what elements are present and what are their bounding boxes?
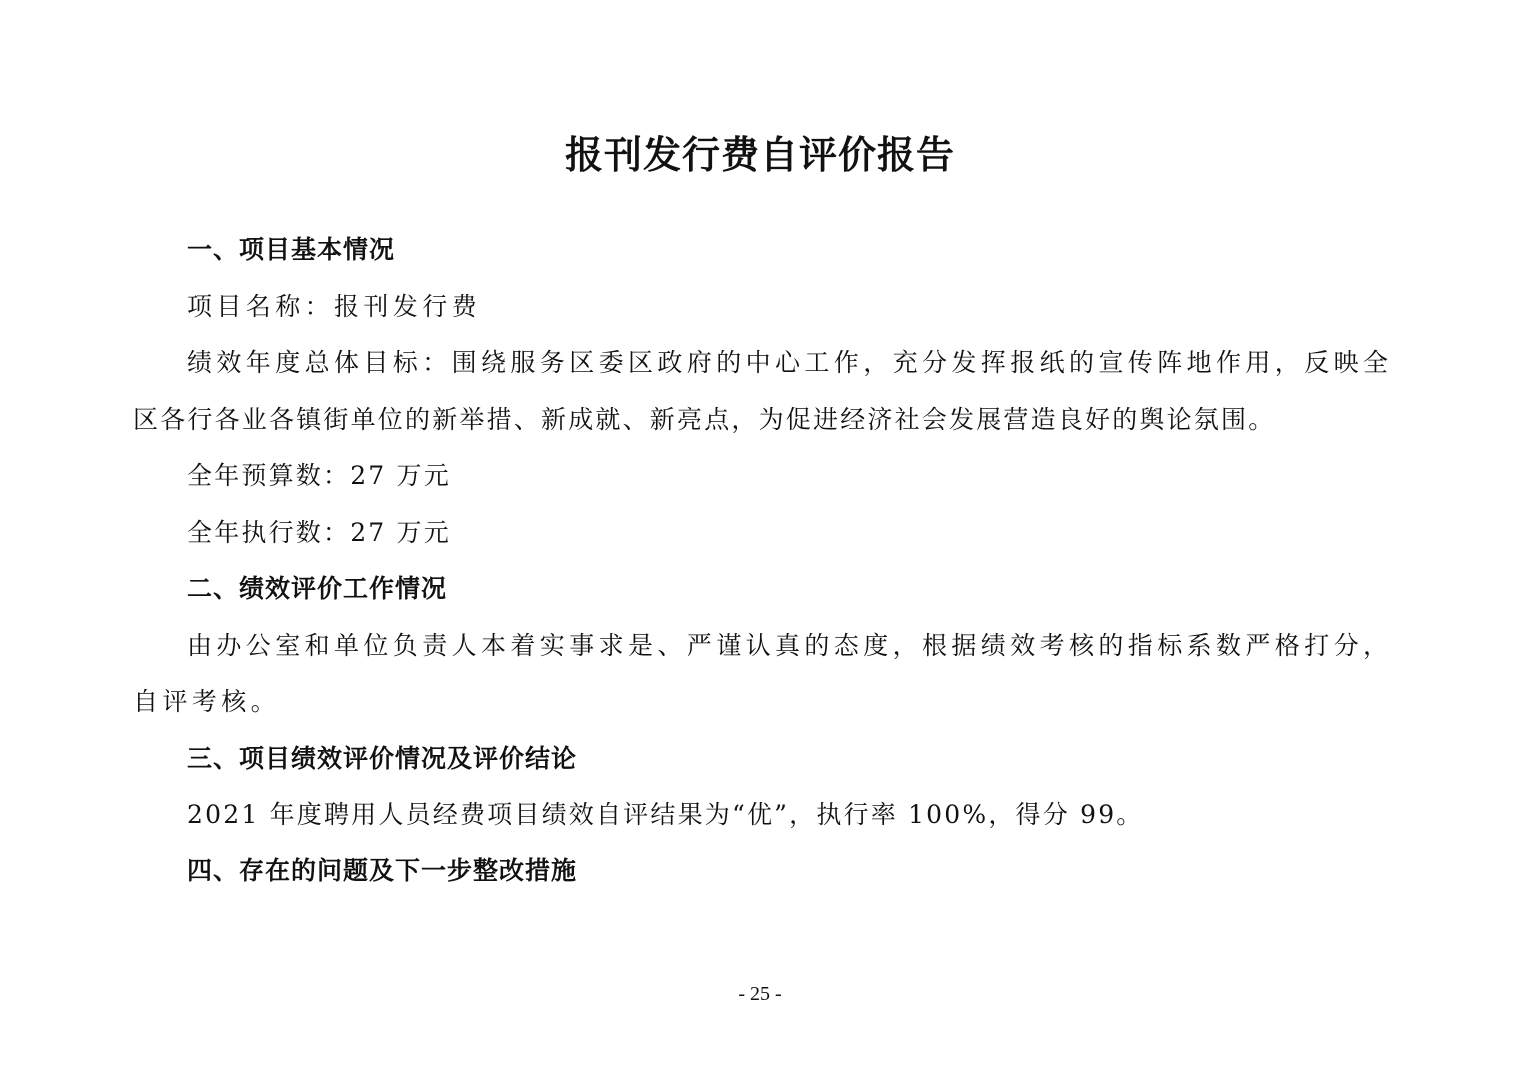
goal-text-line-2: 区各行各业各镇街单位的新举措、新成就、新亮点，为促进经济社会发展营造良好的舆论氛围。 [133,405,1276,434]
executed-text: 全年执行数：27 万元 [187,518,451,547]
section-heading-problems-measures: 四、存在的问题及下一步整改措施 [187,856,578,885]
evaluation-work-line-2: 自评考核。 [133,687,281,716]
evaluation-result-text: 2021 年度聘用人员经费项目绩效自评结果为“优”，执行率 100%，得分 99。 [187,800,1144,829]
goal-text-line-1: 绩效年度总体目标：围绕服务区委区政府的中心工作，充分发挥报纸的宣传阵地作用，反映全 [187,348,1393,377]
project-name-text: 项目名称：报刊发行费 [187,292,482,321]
section-heading-basic-info: 一、项目基本情况 [187,235,396,264]
evaluation-work-line-1: 由办公室和单位负责人本着实事求是、严谨认真的态度，根据绩效考核的指标系数严格打分， [187,631,1393,660]
budget-text: 全年预算数：27 万元 [187,461,451,490]
section-heading-evaluation-conclusion: 三、项目绩效评价情况及评价结论 [187,744,578,773]
page-number: - 25 - [738,983,782,1005]
document-title: 报刊发行费自评价报告 [564,133,955,177]
section-heading-evaluation-work: 二、绩效评价工作情况 [187,574,448,603]
